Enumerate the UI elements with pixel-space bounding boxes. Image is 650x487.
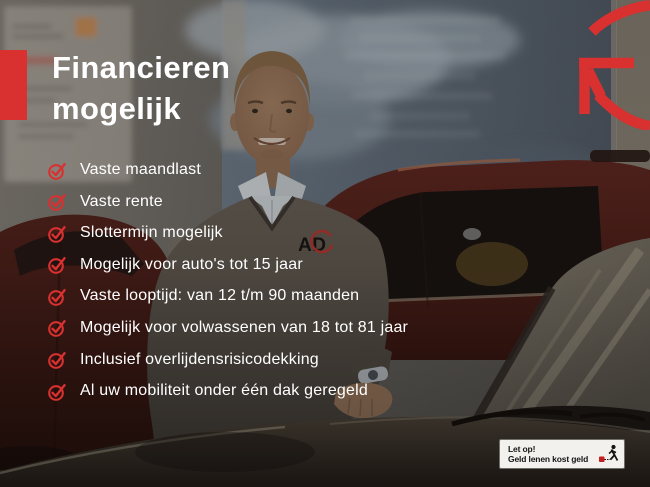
page-title: [52, 47, 230, 129]
circular-arrow-brand-icon: [574, 0, 650, 130]
check-circle-icon: [48, 350, 67, 369]
check-circle-icon: [48, 161, 67, 180]
benefit-label: Al uw mobiliteit onder één dak geregeld: [80, 382, 368, 400]
credit-warning-badge: [499, 439, 625, 469]
benefit-item: [48, 192, 408, 212]
title-line-1: Financieren: [52, 50, 231, 85]
benefit-item: [48, 160, 408, 180]
benefit-label: Inclusief overlijdensrisicodekking: [80, 350, 319, 368]
financing-benefits-list: [48, 160, 408, 413]
benefit-item: [48, 350, 408, 370]
benefit-item: [48, 318, 408, 338]
benefit-label: Slottermijn mogelijk: [80, 224, 223, 242]
credit-warning-text: [508, 444, 596, 465]
check-circle-icon: [48, 318, 67, 337]
warning-line-1: Let op!: [508, 443, 536, 454]
man-dragging-euro-icon: [598, 443, 620, 465]
check-circle-icon: [48, 192, 67, 211]
title-line-2: mogelijk: [52, 91, 181, 126]
check-circle-icon: [48, 287, 67, 306]
benefit-label: Mogelijk voor auto's tot 15 jaar: [80, 255, 303, 273]
benefit-label: Vaste maandlast: [80, 161, 201, 178]
benefit-label: Vaste looptijd: van 12 t/m 90 maanden: [80, 287, 360, 305]
benefit-item: [48, 286, 408, 306]
benefit-item: [48, 381, 408, 401]
check-circle-icon: [48, 224, 67, 243]
benefit-label: Vaste rente: [80, 192, 163, 210]
benefit-item: [48, 223, 408, 243]
check-circle-icon: [48, 382, 67, 401]
check-circle-icon: [48, 255, 67, 274]
warning-line-2: Geld lenen kost geld: [508, 454, 589, 464]
benefit-label: Mogelijk voor volwassenen van 18 tot 81 jaar: [80, 318, 409, 336]
title-accent-block: [0, 50, 27, 120]
benefit-item: [48, 255, 408, 275]
